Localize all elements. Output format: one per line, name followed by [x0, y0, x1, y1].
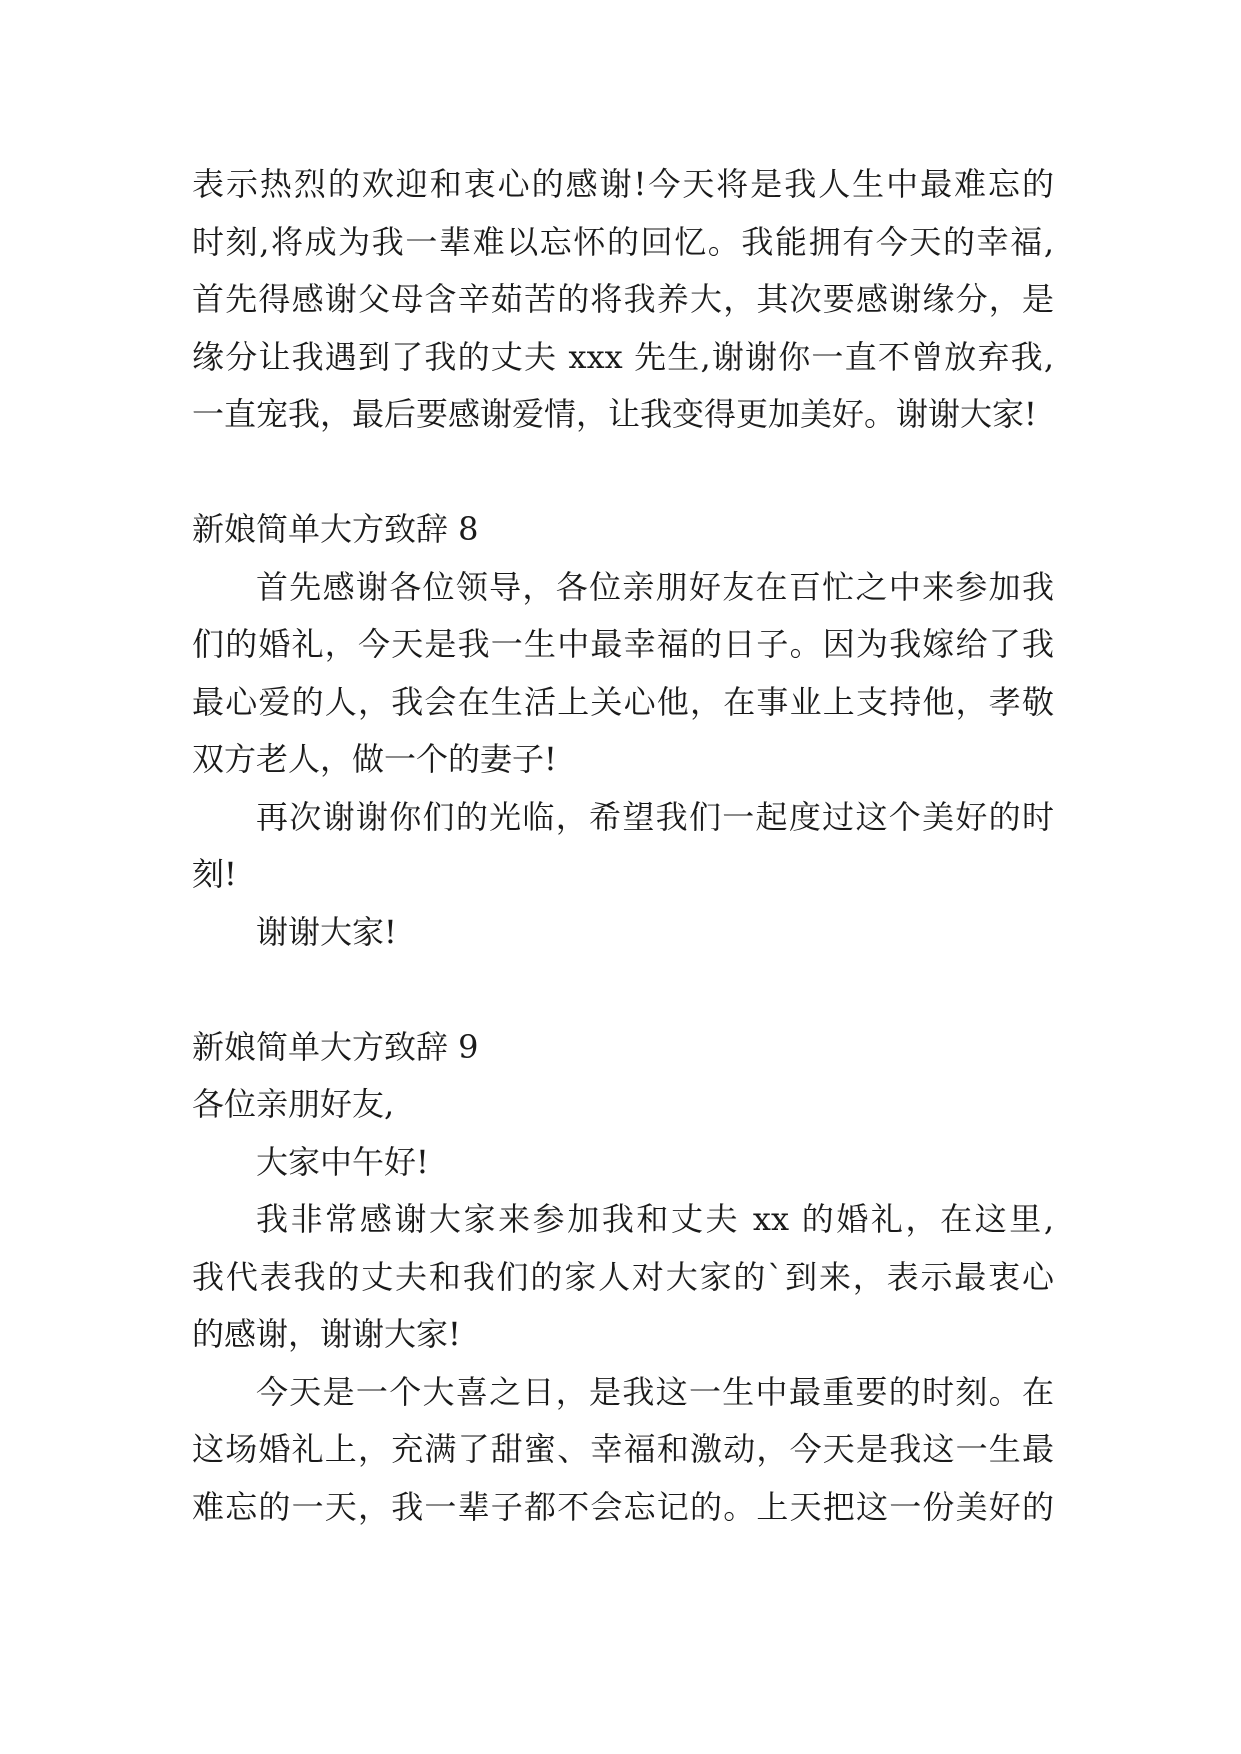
text-line: 刻! — [192, 855, 237, 893]
text-line: 时刻,将成为我一辈难以忘怀的回忆。我能拥有今天的幸福, — [192, 222, 1054, 261]
previous-speech-paragraph — [192, 156, 1054, 444]
text-line: 们的婚礼，今天是我一生中最幸福的日子。因为我嫁给了我 — [192, 625, 1054, 663]
section-9-heading: 新娘简单大方致辞 9 — [192, 1027, 479, 1066]
document-body — [192, 156, 1054, 1536]
text-line: 最心爱的人，我会在生活上关心他，在事业上支持他，孝敬 — [192, 682, 1054, 721]
section-9-greeting: 大家中午好! — [256, 1142, 429, 1181]
section-8-paragraph-1 — [192, 559, 1054, 789]
section-8-heading: 新娘简单大方致辞 8 — [192, 510, 479, 548]
text-line: 双方老人，做一个的妻子! — [192, 740, 557, 778]
section-9-salutation: 各位亲朋好友, — [192, 1085, 395, 1123]
text-line: 这场婚礼上，充满了甜蜜、幸福和激动，今天是我这一生最 — [192, 1430, 1054, 1468]
section-9-paragraph-1 — [192, 1191, 1054, 1364]
section-spacer — [192, 444, 1054, 502]
text-line: 首先得感谢父母含辛茹苦的将我养大，其次要感谢缘分，是 — [192, 280, 1054, 318]
text-line: 表示热烈的欢迎和衷心的感谢!今天将是我人生中最难忘的 — [192, 165, 1054, 203]
text-line: 首先感谢各位领导，各位亲朋好友在百忙之中来参加我 — [256, 567, 1054, 606]
section-9-paragraph-2 — [192, 1364, 1054, 1537]
text-line: 我代表我的丈夫和我们的家人对大家的`到来，表示最衷心 — [192, 1257, 1054, 1296]
text-line: 难忘的一天，我一辈子都不会忘记的。上天把这一份美好的 — [192, 1487, 1054, 1526]
text-line: 今天是一个大喜之日，是我这一生中最重要的时刻。在 — [256, 1372, 1054, 1411]
text-line: 一直宠我，最后要感谢爱情，让我变得更加美好。谢谢大家! — [192, 395, 1037, 433]
text-line: 再次谢谢你们的光临，希望我们一起度过这个美好的时 — [256, 797, 1054, 836]
text-line: 缘分让我遇到了我的丈夫 xxx 先生,谢谢你一直不曾放弃我, — [192, 337, 1054, 376]
section-8-paragraph-2 — [192, 789, 1054, 904]
text-line: 我非常感谢大家来参加我和丈夫 xx 的婚礼，在这里, — [256, 1200, 1054, 1238]
text-line: 的感谢，谢谢大家! — [192, 1315, 461, 1353]
section-8-paragraph-3: 谢谢大家! — [256, 912, 397, 951]
section-spacer — [192, 961, 1054, 1019]
